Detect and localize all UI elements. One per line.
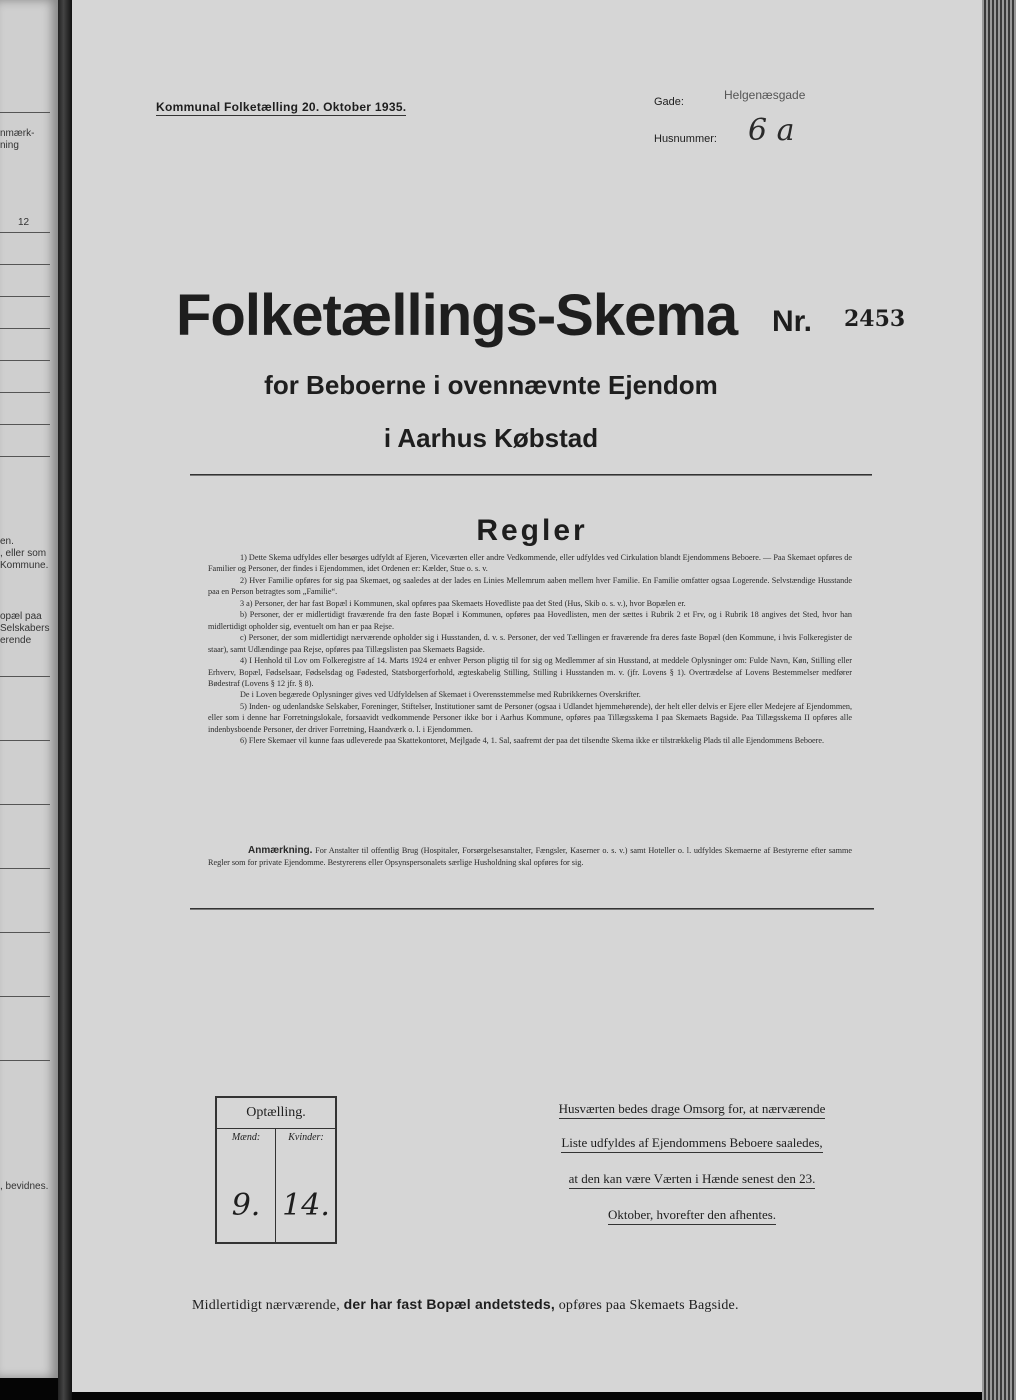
footer-part: Midlertidigt nærværende,: [192, 1298, 340, 1313]
maend-label: Mænd:: [231, 1132, 261, 1143]
rule-paragraph: c) Personer, der som midlertidigt nærværende opholder sig i Husstanden, d. v. s. Personer, der ved Tællingen er fraværende fra deres faste Bopæl (den Kommune, i hvis Folkeregister de staar), samt Udlændinge paa Rejse, opføres paa Tillægslisten paa Skemaets Bagside.: [208, 633, 852, 654]
divider: [0, 296, 50, 297]
divider: [0, 360, 50, 361]
notice-line-text: Husværten bedes drage Omsorg for, at nærværende: [559, 1101, 826, 1119]
notice-line-text: at den kan være Værten i Hænde senest den 23.: [569, 1171, 816, 1189]
notice-line: [502, 1102, 882, 1116]
kvinder-column: [277, 1128, 335, 1242]
footer-note: [192, 1296, 739, 1314]
rule-paragraph: b) Personer, der er midlertidigt fraværende fra den faste Bopæl i Kommunen, opføres paa Hovedlisten, men der sættes i Rubrik 2 et Frv, og i Rubrik 18 angives det Sted, hvor han midlertidigt opholder sig, eventuelt om han er paa Rejse.: [208, 610, 852, 631]
rule-paragraph: 1) Dette Skema udfyldes eller besørges udfyldt af Ejeren, Viceværten eller andre Vedkommende, eller udfyldes ved Cirkulation blandt Ejendommens Beboere. — Paa Skemaet opføres de Familier og Personer, der findes i Ejendommen, idet Ordenen er: Kælder, Stue o. s. v.: [208, 553, 852, 574]
census-form-page: [72, 0, 982, 1392]
notice-line: [502, 1208, 882, 1222]
anmaerkning-label: Anmærkning.: [248, 845, 313, 856]
rule-paragraph: 3 a) Personer, der har fast Bopæl i Kommunen, skal opføres paa Skemaets Hovedliste paa det Sted (Hus, Skib o. s. v.), hvor Bopælen er.: [240, 598, 686, 608]
title-divider: [190, 474, 872, 476]
form-subtitle: for Beboerne i ovennævnte Ejendom: [264, 370, 718, 400]
note-divider: [190, 908, 874, 910]
rule-paragraph: 2) Hver Familie opføres for sig paa Skemaet, og saaledes at der lades en Linies Mellemrum aaben mellem hver Familie. En Familie omfatter ogsaa Logerende. Selvstændige Husstande paa en Person betragtes som „Familie“.: [208, 575, 852, 597]
anmaerkning-text: For Anstalter til offentlig Brug (Hospitaler, Forsørgelsesanstalter, Fængsler, Kaserner o. s. v.) samt Hoteller o. l. udfyldes Skemaerne af Bestyrerne efter samme Regler som for private Ejendomme. Bestyrerens eller Opsynspersonalets særlige Husholdning skal opføres for sig.: [208, 846, 852, 867]
rules-body: [208, 552, 852, 747]
rule-paragraph: 5) Inden- og udenlandske Selskaber, Foreninger, Stiftelser, Institutioner samt de Personer (ogsaa i Udlandet hjemmehørende), der helt eller delvis er Ejere eller Medejere af Ejendommen, eller som i denne har Forretningslokale, forsaavidt vedkommende Personer ikke bor i Aarhus Kommune, opføres paa Tillægsskema I paa Skemaets Bagside. Paa Tillægsskema II opføres alle indenbysboende Personer, der driver Forretning, Haandværk o. l. i Ejendommen.: [208, 701, 852, 734]
gade-label: Gade:: [654, 96, 684, 108]
divider: [0, 424, 50, 425]
maend-column: [217, 1128, 276, 1242]
rule-paragraph: 4) I Henhold til Lov om Folkeregistre af 14. Marts 1924 er enhver Person pligtig til for sig og Medlemmer af sin Husstand, at meddele Oplysninger om: Fulde Navn, Køn, Stilling eller Erhverv, Bopæl, Fødselsaar, Fødselsdag og Fødested, Statsborgerforhold, ægteskabelig Stilling, Stilling i Husstanden m. v. (jfr. Lovens § 1). Overtrædelse af Lovens Bestemmelser medfører Bødestraf (Lovens § 12 jfr. § 8).: [208, 656, 852, 688]
kvinder-label: Kvinder:: [288, 1132, 324, 1143]
rule-paragraph: 6) Flere Skemaer vil kunne faas udleverede paa Skattekontoret, Mejlgade 4, 1. Sal, saafremt der paa det tilsendte Skema ikke er tilstrækkelig Plads til alle Ejendommens Beboere.: [240, 736, 825, 746]
left-page-fragment: nmærk- ning: [0, 128, 35, 151]
footer-part-bold: der har fast Bopæl andetsteds,: [343, 1296, 555, 1312]
gade-value: Helgenæsgade: [724, 88, 806, 102]
count-box: [215, 1096, 337, 1244]
count-box-title: Optælling.: [217, 1098, 335, 1129]
kvinder-count: 14.: [282, 1188, 330, 1223]
divider: [0, 1060, 50, 1061]
divider: [0, 264, 50, 265]
left-page-fragment: opæl paa Selskabers erende: [0, 611, 50, 646]
husnummer-value: 6 a: [748, 113, 795, 148]
notice-line-text: Liste udfyldes af Ejendommens Beboere saaledes,: [561, 1135, 822, 1153]
anmaerkning-note: [208, 845, 852, 868]
form-subtitle-city: i Aarhus Købstad: [383, 423, 599, 453]
form-title: Folketællings-Skema: [176, 283, 738, 348]
maend-count: 9.: [231, 1188, 261, 1223]
divider: [0, 456, 50, 457]
rule-paragraph: De i Loven begærede Oplysninger gives ved Udfyldelsen af Skemaet i Overensstemmelse med Rubrikkernes Overskrifter.: [240, 690, 641, 700]
footer-part: opføres paa Skemaets Bagside.: [558, 1298, 739, 1313]
divider: [0, 392, 50, 393]
page-edges: [982, 0, 1016, 1400]
book-gutter: [58, 0, 72, 1400]
left-page-fragment: , bevidnes.: [0, 1181, 49, 1192]
notice-line: [502, 1172, 882, 1186]
left-page-fragment: 12: [18, 217, 30, 228]
nr-label: Nr.: [772, 305, 813, 338]
divider: [0, 868, 50, 869]
divider: [0, 328, 50, 329]
divider: [0, 232, 50, 233]
divider: [0, 740, 50, 741]
divider: [0, 676, 50, 677]
husnummer-label: Husnummer:: [654, 133, 717, 145]
divider: [0, 932, 50, 933]
left-facing-page: [0, 0, 58, 1378]
divider: [0, 804, 50, 805]
rules-heading: Regler: [476, 514, 588, 547]
divider: [0, 996, 50, 997]
census-header-line: Kommunal Folketælling 20. Oktober 1935.: [156, 100, 407, 114]
form-number: 2453: [844, 306, 906, 332]
notice-line-text: Oktober, hvorefter den afhentes.: [608, 1207, 776, 1225]
notice-line: [502, 1136, 882, 1150]
left-page-fragment: en. , eller som Kommune.: [0, 536, 49, 571]
divider: [0, 112, 50, 113]
